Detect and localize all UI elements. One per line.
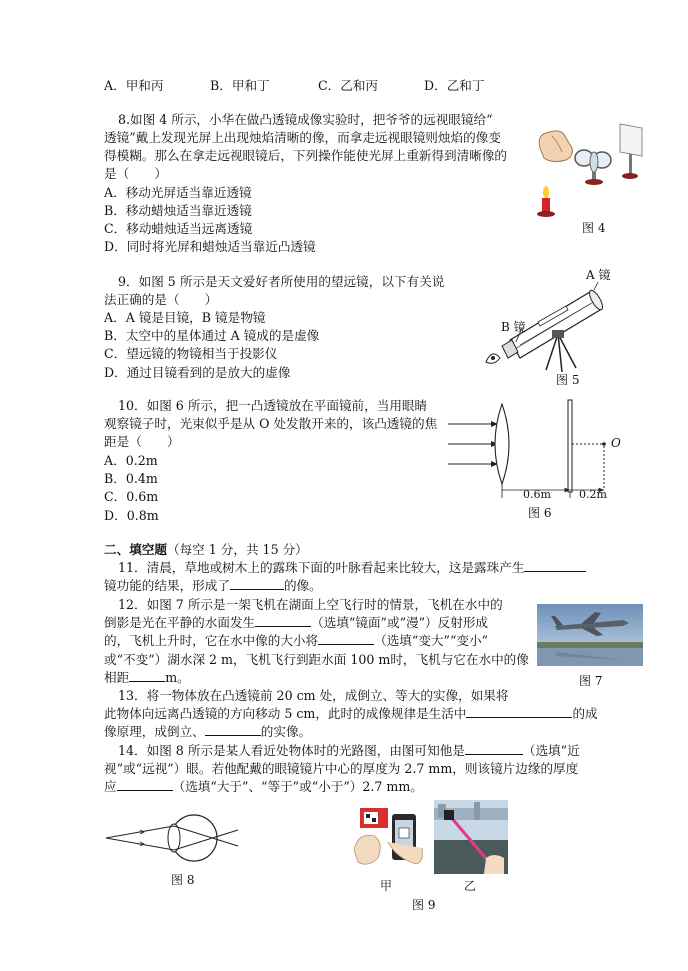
section-2-heading xyxy=(104,541,308,558)
figure-6-caption: 图 6 xyxy=(528,506,552,520)
figure-7-caption: 图 7 xyxy=(579,674,603,688)
q7-option-b: B．甲和丁 xyxy=(210,78,270,93)
q8-option-a: A．移动光屏适当靠近透镜 xyxy=(104,185,252,200)
q13-line-3 xyxy=(104,723,311,740)
q9-option-a: A．A 镜是目镜，B 镜是物镜 xyxy=(104,310,266,325)
figure-5-caption: 图 5 xyxy=(556,373,580,387)
q12-blank-1 xyxy=(255,614,311,627)
q10-option-a: A．0.2m xyxy=(104,453,158,468)
figure-9-jia-phone-scan-photo xyxy=(352,802,428,876)
q12-text-5a: 相距 xyxy=(104,670,130,685)
q13-line-2 xyxy=(104,705,598,722)
q8-stem-line-4: 是（ ） xyxy=(104,166,167,181)
figure-7-plane-over-lake-photo xyxy=(537,604,643,666)
q7-option-c: C．乙和丙 xyxy=(318,78,379,93)
q14-text-1b: （选填“近 xyxy=(522,743,580,758)
q11-blank-1 xyxy=(524,559,586,572)
q12-line-2 xyxy=(104,614,488,631)
q12-line-3 xyxy=(104,632,488,649)
q14-line-2: 视”或“远视”）眼。若他配戴的眼镜镜片中心的厚度为 2.7 mm，则该镜片边缘的厚度 xyxy=(104,761,579,776)
q13-text-3b: 的实像。 xyxy=(260,724,312,739)
section-2-note: （每空 1 分，共 15 分） xyxy=(166,542,308,557)
figure-8-eye-ray-diagram xyxy=(102,812,242,872)
q8-stem-line-3: 得模糊。那么在拿走远视眼镜后，下列操作能使光屏上重新得到清晰像的 xyxy=(104,148,507,163)
q8-stem-line-2: 透镜”戴上发现光屏上出现烛焰清晰的像，而拿走远视眼镜则烛焰的像变 xyxy=(104,130,501,145)
q9-option-c: C．望远镜的物镜相当于投影仪 xyxy=(104,346,278,361)
q13-line-1: 13．将一物体放在凸透镜前 20 cm 处，成倒立、等大的实像，如果将 xyxy=(118,688,509,703)
section-2-title: 二、填空题 xyxy=(104,542,167,557)
q12-text-3b: （选填“变大”“变小” xyxy=(374,633,489,648)
q11-blank-2 xyxy=(230,577,284,590)
q14-line-3 xyxy=(104,778,423,795)
q8-option-b: B．移动蜡烛适当靠近透镜 xyxy=(104,203,252,218)
q10-stem-line-2: 观察镜子时，光束似乎是从 O 处发散开来的，该凸透镜的焦 xyxy=(104,416,438,431)
figure-5-label-b: B 镜 xyxy=(501,320,526,334)
figure-4-caption: 图 4 xyxy=(582,221,606,235)
figure-4-lens-experiment-image xyxy=(532,118,652,223)
q14-text-1a: 14．如图 8 所示是某人看近处物体时的光路图，由图可知他是 xyxy=(118,743,465,758)
q14-line-1 xyxy=(118,742,580,759)
figure-5-label-a: A 镜 xyxy=(586,268,611,282)
q8-option-c: C．移动蜡烛适当远离透镜 xyxy=(104,221,253,236)
q10-stem-line-1: 10．如图 6 所示，把一凸透镜放在平面镜前，当用眼睛 xyxy=(118,398,428,413)
figure-9-caption: 图 9 xyxy=(412,898,436,912)
q9-stem-line-1: 9．如图 5 所示是天文爱好者所使用的望远镜，以下有关说 xyxy=(118,274,445,289)
figure-9-label-jia: 甲 xyxy=(380,879,393,893)
q12-line-5 xyxy=(104,669,190,686)
q13-blank-2 xyxy=(205,723,261,736)
q14-blank-1 xyxy=(465,742,523,755)
q12-text-2b: （选填“镜面”或“漫”）反射形成 xyxy=(311,615,489,630)
q12-text-5b: m。 xyxy=(165,670,190,685)
q14-blank-2 xyxy=(117,778,173,791)
figure-6-distance-mirror-o: 0.2m xyxy=(579,488,607,501)
q13-blank-1 xyxy=(466,705,572,718)
q12-line-1: 12．如图 7 所示是一架飞机在湖面上空飞行时的情景，飞机在水中的 xyxy=(118,597,503,612)
q14-text-3b: （选填“大于”、“等于”或“小于”）2.7 mm。 xyxy=(172,779,423,794)
q12-blank-3 xyxy=(129,669,165,682)
q12-text-2a: 倒影是光在平静的水面发生 xyxy=(104,615,256,630)
q9-option-d: D．通过目镜看到的是放大的虚像 xyxy=(104,365,291,380)
q11-line-2 xyxy=(104,577,322,594)
q12-blank-2 xyxy=(318,632,374,645)
q10-option-c: C．0.6m xyxy=(104,489,159,504)
q11-text-3: 的像。 xyxy=(283,578,322,593)
q10-option-b: B．0.4m xyxy=(104,471,158,486)
q9-stem-line-2: 法正确的是（ ） xyxy=(104,292,218,307)
q14-text-3a: 应 xyxy=(104,779,117,794)
q11-text-1: 11．清晨，草地或树木上的露珠下面的叶脉看起来比较大，这是露珠产生 xyxy=(118,560,525,575)
q13-text-2b: 的成 xyxy=(572,706,598,721)
q12-line-4: 或“不变”）湖水深 2 m，飞机飞行到距水面 100 m时，飞机与它在水中的像 xyxy=(104,652,529,667)
figure-9-yi-selfie-stick-photo xyxy=(434,800,508,874)
q13-text-2a: 此物体向远离凸透镜的方向移动 5 cm，此时的成像规律是生活中 xyxy=(104,706,467,721)
q9-option-b: B．太空中的星体通过 A 镜成的是虚像 xyxy=(104,328,320,343)
q10-stem-line-3: 距是（ ） xyxy=(104,434,180,449)
figure-6-label-o: O xyxy=(611,436,621,450)
figure-6-distance-lens-mirror: 0.6m xyxy=(523,488,551,501)
q7-option-d: D．乙和丁 xyxy=(424,78,485,93)
q11-line-1 xyxy=(118,559,586,576)
q8-option-d: D．同时将光屏和蜡烛适当靠近凸透镜 xyxy=(104,239,316,254)
q12-text-3a: 的，飞机上升时，它在水中像的大小将 xyxy=(104,633,319,648)
figure-9-label-yi: 乙 xyxy=(464,879,477,893)
q10-option-d: D．0.8m xyxy=(104,508,159,523)
q11-text-2: 镜功能的结果，形成了 xyxy=(104,578,230,593)
q7-option-a: A．甲和丙 xyxy=(104,78,164,93)
q8-stem-line-1: 8.如图 4 所示，小华在做凸透镜成像实验时，把爷爷的远视眼镜给“ xyxy=(118,112,493,127)
figure-8-caption: 图 8 xyxy=(171,873,195,887)
q13-text-3a: 像原理，成倒立、 xyxy=(104,724,205,739)
